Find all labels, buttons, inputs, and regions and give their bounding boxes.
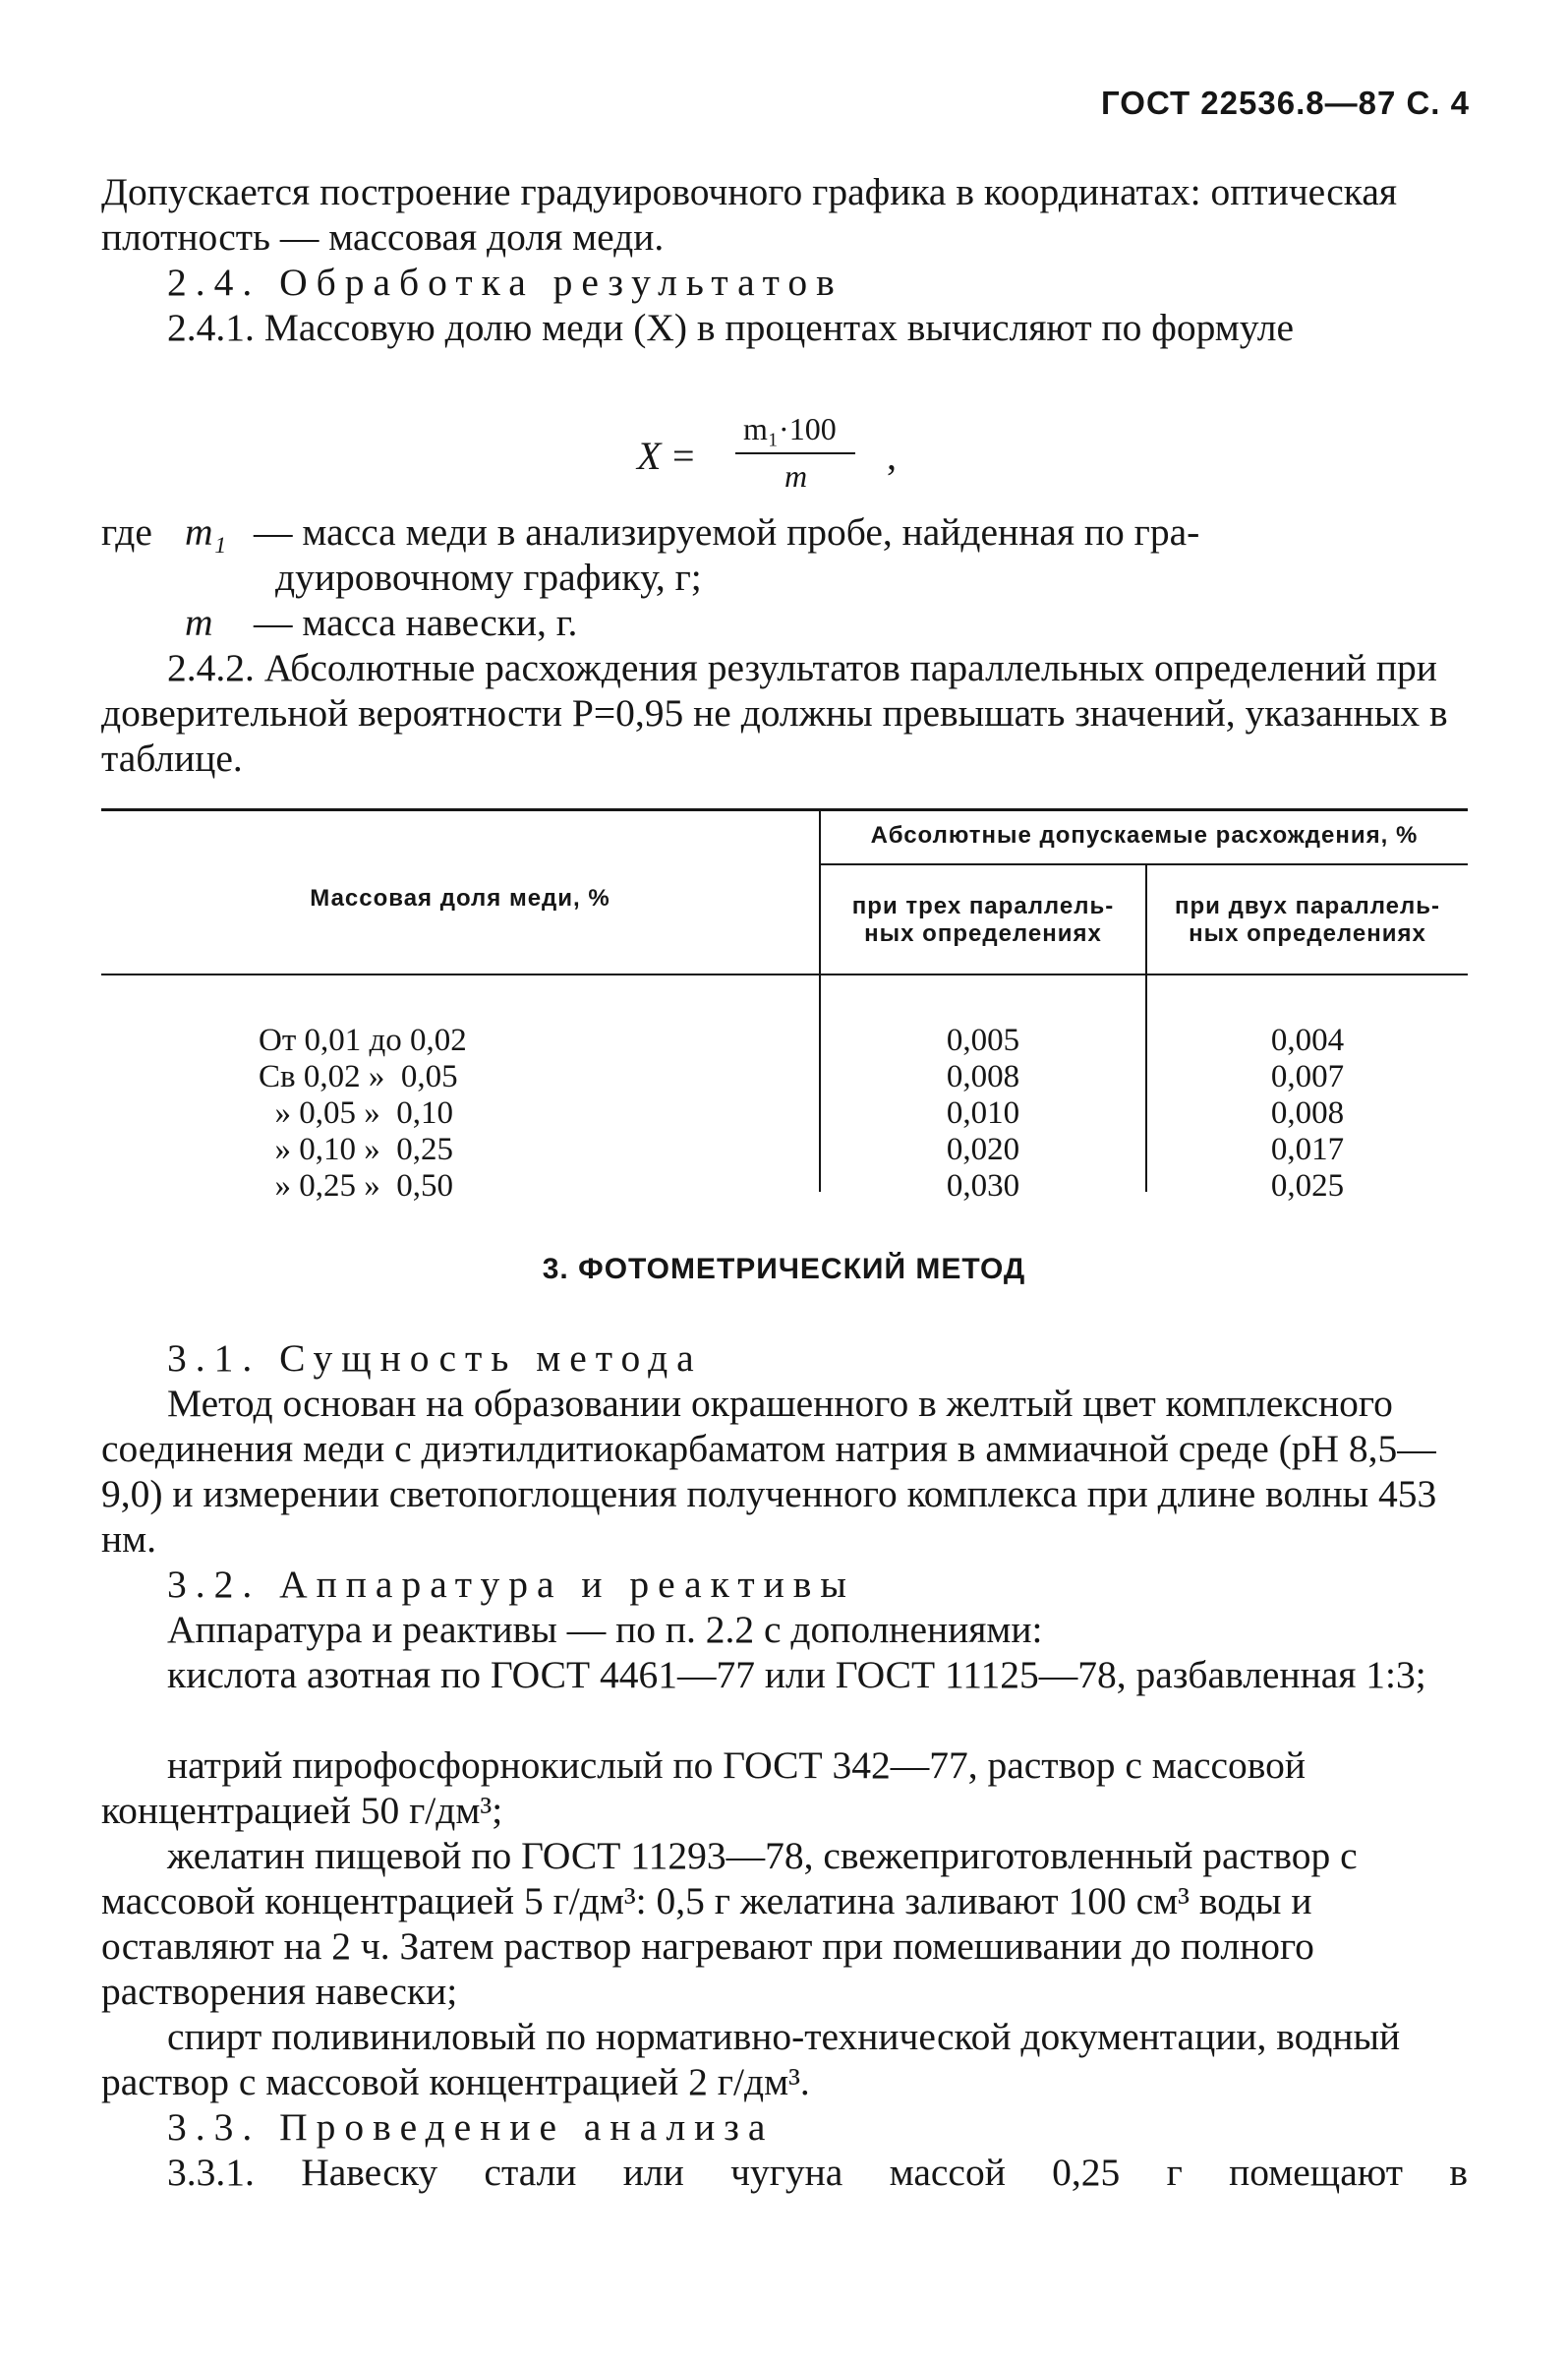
legend-text-m1: — масса меди в анализируемой пробе, найденная по гра-	[254, 510, 1200, 554]
table-header-two-line1: при двух параллель-	[1175, 893, 1440, 919]
paragraph-3-2-pva: спирт поливиниловый по нормативно-технической документации, водный раствор с массовой концентрацией 2 г/дм³.	[101, 2015, 1401, 2103]
paragraph-3-2-pyrophosphate: натрий пирофосфорнокислый по ГОСТ 342—77, раствор с массовой концентрацией 50 г/дм³;	[101, 1743, 1307, 1832]
section-3-title: 3. ФОТОМЕТРИЧЕСКИЙ МЕТОД	[542, 1253, 1026, 1285]
table-column-range	[259, 1023, 467, 1205]
formula-numerator: m₁·100	[743, 411, 837, 446]
table-header-rule	[101, 974, 1468, 975]
formula-equals: =	[672, 434, 695, 478]
heading-3-1: 3.1. Сущность метода	[167, 1336, 703, 1380]
formula-mass-fraction	[637, 411, 932, 500]
table-column-two	[1147, 1023, 1468, 1205]
table-top-rule	[101, 808, 1468, 811]
formula-fraction-bar	[735, 452, 855, 454]
legend-lead: где	[101, 510, 152, 554]
table-header-two-line2: ных определениях	[1189, 920, 1426, 947]
formula-comma: ,	[887, 434, 897, 478]
table-header-three-line1: при трех параллель-	[851, 893, 1115, 919]
table-cell-two: 0,007	[1270, 1059, 1345, 1094]
table-cell-range: » 0,05 » 0,10	[259, 1095, 453, 1131]
table-cell-two: 0,017	[1270, 1132, 1345, 1167]
paragraph-3-2-intro: Аппаратура и реактивы — по п. 2.2 с дополнениями:	[167, 1608, 1043, 1651]
table-cell-three: 0,008	[946, 1059, 1020, 1094]
paragraph-3-1: Метод основан на образовании окрашенного в желтый цвет комплексного соединения меди с диэтилдитиокарбаматом натрия в аммиачной среде (pH 8,5—9,0) и измерении светопоглощения полученного комплекса при длине волны 453 нм.	[101, 1382, 1437, 1561]
table-column-three	[821, 1023, 1145, 1205]
formula-denominator: m	[784, 458, 808, 494]
table-cell-range: Св 0,02 » 0,05	[259, 1059, 458, 1094]
formula-lhs: X	[637, 434, 662, 478]
table-group-rule	[819, 863, 1468, 865]
table-header-group: Абсолютные допускаемые расхождения, %	[870, 822, 1419, 849]
legend-text-m: — масса навески, г.	[254, 601, 578, 644]
table-cell-three: 0,010	[946, 1095, 1020, 1131]
heading-3-2: 3.2. Аппаратура и реактивы	[167, 1563, 855, 1606]
legend-text-m1-cont: дуировочному графику, г;	[275, 556, 702, 599]
table-cell-three: 0,005	[946, 1023, 1020, 1058]
table-cell-range: » 0,10 » 0,25	[259, 1132, 453, 1167]
tolerance-table	[101, 808, 1468, 1204]
table-header-two	[1147, 893, 1468, 948]
table-header-three	[821, 893, 1145, 948]
table-cell-range: От 0,01 до 0,02	[259, 1023, 467, 1058]
paragraph-3-2-nitric-acid: кислота азотная по ГОСТ 4461—77 или ГОСТ 11125—78, разбавленная 1:3;	[167, 1653, 1426, 1696]
paragraph-2-4-1: 2.4.1. Массовую долю меди (X) в процентах вычисляют по формуле	[167, 306, 1295, 349]
table-header-mass-fraction: Массовая доля меди, %	[310, 885, 610, 912]
table-cell-three: 0,020	[946, 1132, 1020, 1167]
legend-symbol-m: m	[185, 601, 213, 644]
heading-2-4: 2.4. Обработка результатов	[167, 261, 843, 304]
heading-3-3: 3.3. Проведение анализа	[167, 2105, 775, 2149]
table-cell-two: 0,025	[1270, 1168, 1345, 1204]
paragraph-2-4-2: 2.4.2. Абсолютные расхождения результатов параллельных определений при доверительной вероятности P=0,95 не должны превышать значений, указанных в таблице.	[101, 646, 1448, 780]
table-cell-range: » 0,25 » 0,50	[259, 1168, 453, 1204]
paragraph-graph-note: Допускается построение градуировочного графика в координатах: оптическая плотность — массовая доля меди.	[101, 170, 1398, 259]
paragraph-3-3-1: 3.3.1. Навеску стали или чугуна массой 0,25 г помещают в	[167, 2151, 1468, 2194]
table-cell-two: 0,008	[1270, 1095, 1345, 1131]
paragraph-3-2-gelatin: желатин пищевой по ГОСТ 11293—78, свежеприготовленный раствор с массовой концентрацией 5 г/дм³: 0,5 г желатина заливают 100 см³ воды и оставляют на 2 ч. Затем раствор нагревают при помешивании до полного растворения навески;	[101, 1834, 1358, 2013]
page-header: ГОСТ 22536.8—87 С. 4	[1101, 85, 1470, 121]
table-cell-three: 0,030	[946, 1168, 1020, 1204]
legend-symbol-m1: m₁	[185, 510, 227, 554]
table-header-three-line2: ных определениях	[864, 920, 1102, 947]
table-cell-two: 0,004	[1270, 1023, 1345, 1058]
